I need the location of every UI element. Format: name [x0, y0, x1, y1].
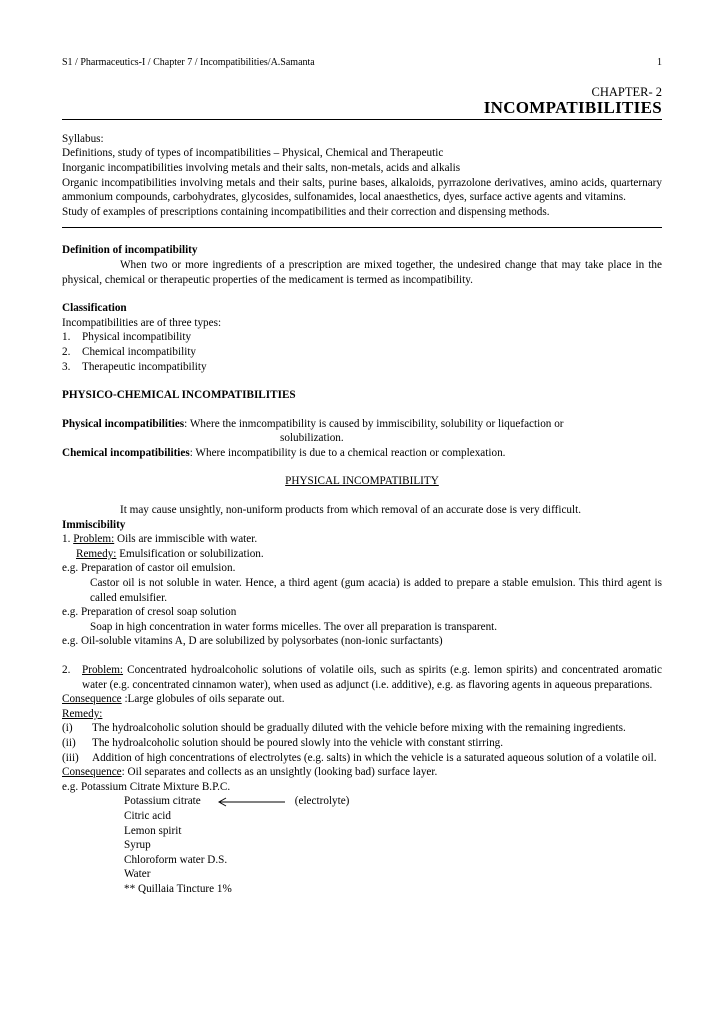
- syllabus-section: [62, 132, 662, 220]
- physico-chemical-heading: PHYSICO-CHEMICAL INCOMPATIBILITIES: [62, 389, 296, 402]
- example-2: e.g. Preparation of cresol soap solution: [62, 606, 237, 619]
- divider-top: [62, 119, 662, 120]
- example-1-text: Castor oil is not soluble in water. Hence, a third agent (gum acacia) is added to prepare a stable emulsion. This third agent is called emulsifier.: [90, 577, 662, 604]
- classification-item: 1. Physical incompatibility: [62, 331, 192, 344]
- ingredient-list: [62, 794, 662, 896]
- physical-incompatibility-heading: PHYSICAL INCOMPATIBILITY: [285, 475, 439, 488]
- definition-heading: Definition of incompatibility: [62, 244, 198, 257]
- running-header: [62, 56, 662, 71]
- ingredient-name: ** Quillaia Tincture 1%: [124, 882, 232, 895]
- definition-text: When two or more ingredients of a prescription are mixed together, the undesired change that may take place in the physical, chemical or therapeutic properties of the medicament is termed as incompatibility.: [62, 258, 662, 286]
- remedy-item: (i) The hydroalcoholic solution should be gradually diluted with the vehicle before mixing with the remaining ingredients.: [62, 722, 626, 735]
- classification-section: [62, 301, 662, 374]
- page-title: INCOMPATIBILITIES: [483, 98, 662, 118]
- chemical-incompatibilities-def: Chemical incompatibilities: Where incompatibility is due to a chemical reaction or complexation.: [62, 446, 506, 459]
- ingredient-name: Citric acid: [124, 809, 171, 822]
- electrolyte-note: (electrolyte): [294, 795, 350, 808]
- ingredient-name: Syrup: [124, 839, 151, 852]
- physico-chemical-section: [62, 388, 662, 460]
- problem-1: 1. Problem: Oils are immiscible with water.: [62, 533, 258, 546]
- classification-heading: Classification: [62, 302, 127, 315]
- syllabus-line: Definitions, study of types of incompatibilities – Physical, Chemical and Therapeutic: [62, 147, 444, 160]
- ingredient-name: Potassium citrate: [124, 795, 201, 808]
- consequence-2: Consequence: Oil separates and collects as an unsightly (looking bad) surface layer.: [62, 766, 438, 779]
- physical-intro: It may cause unsightly, non-uniform products from which removal of an accurate dose is very difficult.: [120, 504, 582, 517]
- left-arrow-icon: [217, 797, 285, 807]
- remedy-item: (iii) Addition of high concentrations of electrolytes (e.g. salts) in which the vehicle is a saturated aqueous solution of a volatile oil.: [62, 751, 657, 764]
- example-4: e.g. Potassium Citrate Mixture B.P.C.: [62, 780, 231, 793]
- example-3: e.g. Oil-soluble vitamins A, D are solubilized by polysorbates (non-ionic surfactants): [62, 635, 443, 648]
- running-title: S1 / Pharmaceutics-I / Chapter 7 / Incompatibilities/A.Samanta: [62, 57, 315, 68]
- example-1: e.g. Preparation of castor oil emulsion.: [62, 562, 236, 575]
- ingredient-name: Chloroform water D.S.: [124, 853, 228, 866]
- ingredient-name: Lemon spirit: [124, 824, 182, 837]
- document-page: [62, 56, 662, 897]
- problem-2: 2. Problem: Concentrated hydroalcoholic solutions of volatile oils, such as spirits (e.g. lemon spirits) and concentrated aromatic water (e.g. concentrated cinnamon water), when used as adjunct (i.e. additive), e.g. as flavoring agents in aqueous preparations.: [62, 664, 662, 691]
- classification-item: 2. Chemical incompatibility: [62, 345, 197, 358]
- definition-section: [62, 243, 662, 287]
- physical-incompatibility-section: [62, 474, 662, 896]
- ingredient-name: Water: [124, 868, 151, 881]
- syllabus-line: Study of examples of prescriptions containing incompatibilities and their correction and dispensing methods.: [62, 205, 550, 218]
- physical-incompatibilities-def: Physical incompatibilities: Where the inmcompatibility is caused by immiscibility, solubility or liquefaction or: [62, 417, 564, 430]
- immiscibility-heading: Immiscibility: [62, 518, 126, 531]
- classification-item: 3. Therapeutic incompatibility: [62, 360, 207, 373]
- divider-syllabus: [62, 227, 662, 228]
- physical-incompatibilities-def-cont: solubilization.: [280, 432, 344, 445]
- syllabus-heading: Syllabus:: [62, 132, 104, 145]
- remedy-1: Remedy: Emulsification or solubilization.: [76, 547, 264, 560]
- syllabus-line: Inorganic incompatibilities involving metals and their salts, non-metals, acids and alkalis: [62, 161, 461, 174]
- consequence-1: Consequence :Large globules of oils separate out.: [62, 693, 285, 706]
- remedy-2-heading: Remedy:: [62, 707, 103, 720]
- ingredient-row: [124, 794, 662, 809]
- example-2-text: Soap in high concentration in water forms micelles. The over all preparation is transparent.: [90, 620, 498, 633]
- chapter-label: CHAPTER- 2: [591, 84, 662, 99]
- classification-intro: Incompatibilities are of three types:: [62, 316, 222, 329]
- syllabus-line: Organic incompatibilities involving metals and their salts, purine bases, alkaloids, pyrrazolone derivatives, amino acids, quarternary ammonium compounds, carbohydrates, glycosides, sulfonamides, local anaesthetics, dyes, surface active agents and vitamins.: [62, 176, 662, 204]
- remedy-item: (ii) The hydroalcoholic solution should be poured slowly into the vehicle with constant stirring.: [62, 736, 504, 749]
- page-number: 1: [657, 57, 662, 68]
